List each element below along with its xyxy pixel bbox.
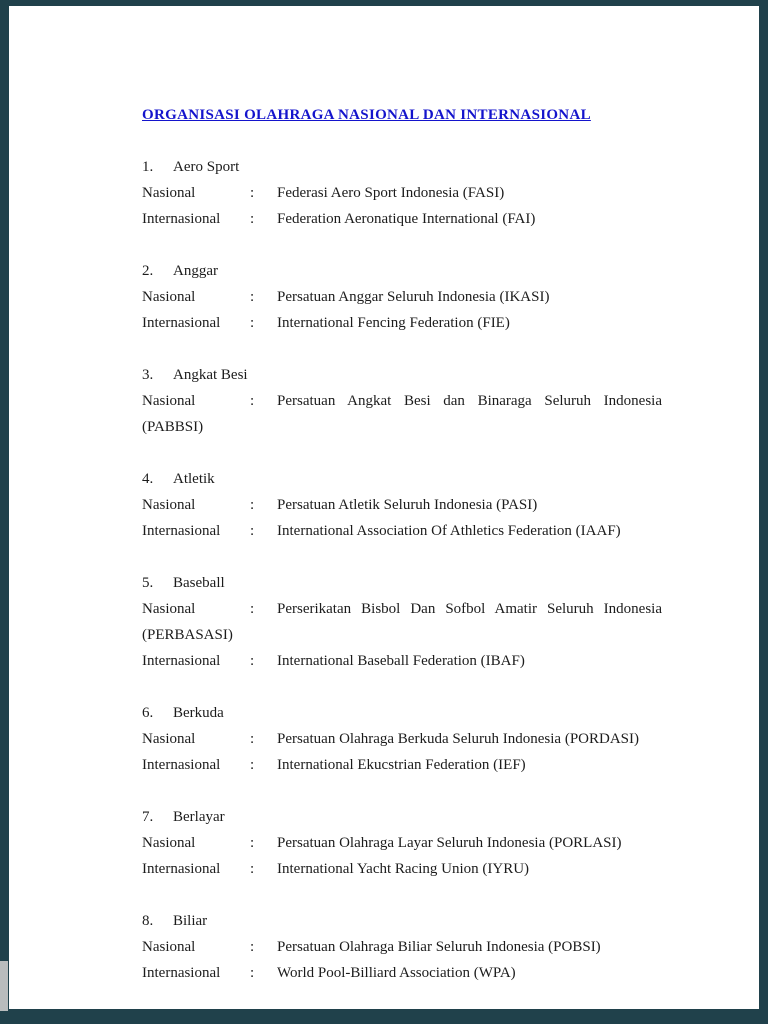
entry-row xyxy=(142,518,662,544)
entry xyxy=(142,908,662,986)
row-label: Internasional xyxy=(142,211,221,227)
row-colon: : xyxy=(250,757,255,773)
document-page xyxy=(9,6,759,1009)
row-label: Internasional xyxy=(142,861,221,877)
row-value: World Pool-Billiard Association (WPA) xyxy=(277,965,516,981)
row-label: Internasional xyxy=(142,523,221,539)
entry xyxy=(142,804,662,882)
entry-heading xyxy=(142,154,662,180)
row-label: Nasional xyxy=(142,835,196,851)
row-value: Persatuan Angkat Besi dan Binaraga Seluruh Indonesia (PABBSI) xyxy=(142,393,662,435)
entry-row xyxy=(142,856,662,882)
row-colon: : xyxy=(250,653,255,669)
entry-heading xyxy=(142,700,662,726)
row-label: Nasional xyxy=(142,185,196,201)
row-value: Persatuan Atletik Seluruh Indonesia (PASI) xyxy=(277,497,538,513)
entry-row xyxy=(142,596,662,648)
row-value: International Fencing Federation (FIE) xyxy=(277,315,510,331)
entry-name: Biliar xyxy=(173,913,208,929)
row-value: Persatuan Olahraga Berkuda Seluruh Indonesia (PORDASI) xyxy=(277,731,639,747)
entry-name: Angkat Besi xyxy=(173,367,248,383)
entry-row xyxy=(142,492,662,518)
entry-row xyxy=(142,310,662,336)
entry xyxy=(142,466,662,544)
entry xyxy=(142,362,662,440)
row-colon: : xyxy=(250,731,255,747)
row-colon: : xyxy=(250,497,255,513)
entry-name: Baseball xyxy=(173,575,225,591)
entry-heading xyxy=(142,362,662,388)
entry-number: 2. xyxy=(142,263,154,279)
row-label: Nasional xyxy=(142,939,196,955)
row-label: Internasional xyxy=(142,653,221,669)
row-colon: : xyxy=(250,315,255,331)
entry-number: 3. xyxy=(142,367,154,383)
entry xyxy=(142,700,662,778)
row-value: Federasi Aero Sport Indonesia (FASI) xyxy=(277,185,505,201)
document-content xyxy=(9,6,759,986)
row-label: Nasional xyxy=(142,731,196,747)
entry-heading xyxy=(142,258,662,284)
entry-heading xyxy=(142,466,662,492)
entry-row xyxy=(142,752,662,778)
entry xyxy=(142,570,662,674)
row-value: Persatuan Olahraga Layar Seluruh Indonesia (PORLASI) xyxy=(277,835,622,851)
entry-row xyxy=(142,960,662,986)
entry-row xyxy=(142,934,662,960)
entry-name: Berkuda xyxy=(173,705,224,721)
page-edge-notch xyxy=(0,961,8,1011)
row-value: International Yacht Racing Union (IYRU) xyxy=(277,861,530,877)
entry-row xyxy=(142,648,662,674)
row-colon: : xyxy=(250,965,255,981)
row-value: International Association Of Athletics Federation (IAAF) xyxy=(277,523,621,539)
entry-heading xyxy=(142,908,662,934)
row-value: Federation Aeronatique International (FAI) xyxy=(277,211,536,227)
entry xyxy=(142,154,662,232)
entry-number: 8. xyxy=(142,913,154,929)
row-value: International Baseball Federation (IBAF) xyxy=(277,653,525,669)
entry-number: 1. xyxy=(142,159,154,175)
entry xyxy=(142,258,662,336)
entry-heading xyxy=(142,570,662,596)
entry-row xyxy=(142,726,662,752)
row-colon: : xyxy=(250,393,255,409)
entry-name: Aero Sport xyxy=(173,159,240,175)
entry-row xyxy=(142,388,662,440)
row-colon: : xyxy=(250,185,255,201)
row-label: Internasional xyxy=(142,965,221,981)
row-colon: : xyxy=(250,211,255,227)
entry-heading xyxy=(142,804,662,830)
entry-row xyxy=(142,284,662,310)
row-value: Perserikatan Bisbol Dan Sofbol Amatir Seluruh Indonesia (PERBASASI) xyxy=(142,601,662,643)
entry-name: Anggar xyxy=(173,263,218,279)
entry-name: Berlayar xyxy=(173,809,225,825)
row-colon: : xyxy=(250,523,255,539)
row-colon: : xyxy=(250,601,255,617)
row-colon: : xyxy=(250,835,255,851)
entry-name: Atletik xyxy=(173,471,215,487)
entry-number: 7. xyxy=(142,809,154,825)
entry-number: 6. xyxy=(142,705,154,721)
entry-row xyxy=(142,206,662,232)
row-label: Internasional xyxy=(142,315,221,331)
row-value: Persatuan Olahraga Biliar Seluruh Indonesia (POBSI) xyxy=(277,939,601,955)
row-colon: : xyxy=(250,289,255,305)
entry-number: 5. xyxy=(142,575,154,591)
row-label: Nasional xyxy=(142,393,196,409)
row-label: Internasional xyxy=(142,757,221,773)
document-title: ORGANISASI OLAHRAGA NASIONAL DAN INTERNASIONAL xyxy=(142,107,591,123)
row-label: Nasional xyxy=(142,497,196,513)
row-value: Persatuan Anggar Seluruh Indonesia (IKASI) xyxy=(277,289,550,305)
row-label: Nasional xyxy=(142,601,196,617)
row-label: Nasional xyxy=(142,289,196,305)
entry-row xyxy=(142,180,662,206)
entry-row xyxy=(142,830,662,856)
row-value: International Ekucstrian Federation (IEF) xyxy=(277,757,526,773)
row-colon: : xyxy=(250,861,255,877)
entry-number: 4. xyxy=(142,471,154,487)
row-colon: : xyxy=(250,939,255,955)
